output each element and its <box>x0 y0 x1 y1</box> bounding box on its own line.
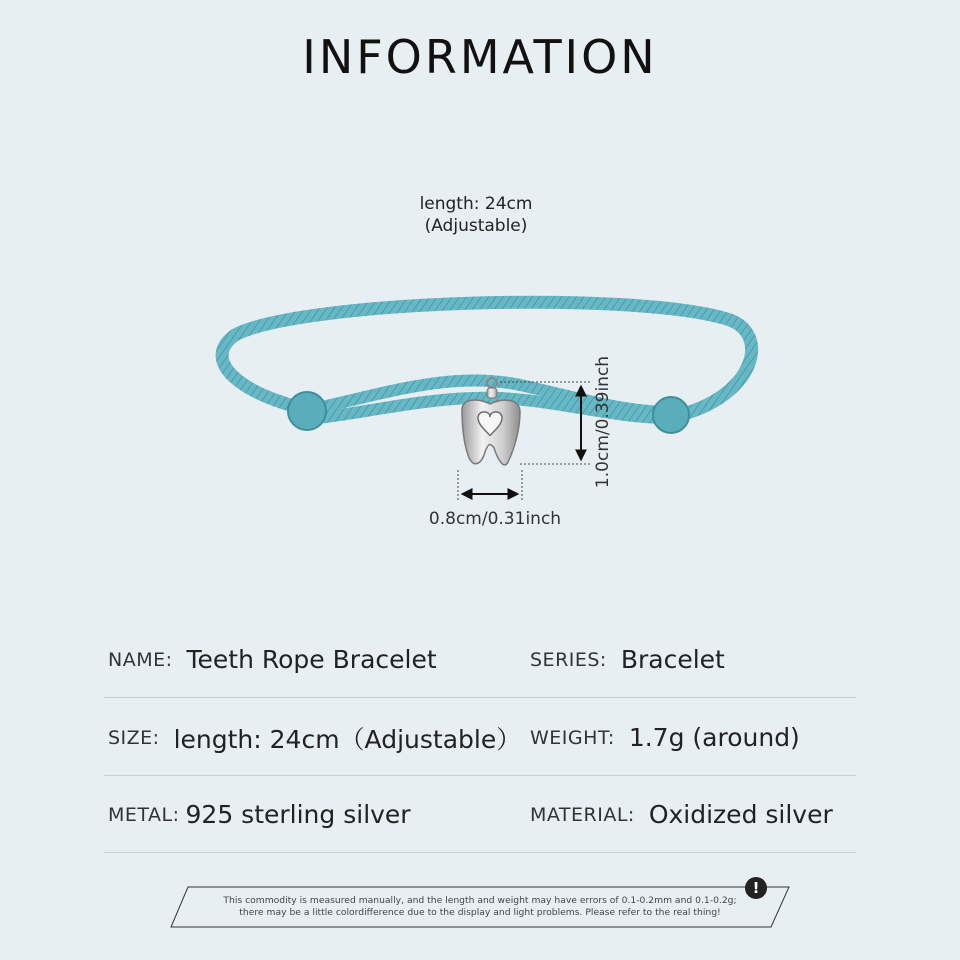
disclaimer-notice <box>170 886 790 928</box>
disclaimer-line1: This commodity is measured manually, and the length and weight may have errors of 0.1-0.2mm and 0.1-0.2g; <box>223 895 737 906</box>
spec-label: NAME: <box>108 648 173 671</box>
disclaimer-text <box>200 895 760 919</box>
spec-label: SERIES: <box>530 648 607 671</box>
spec-value: 925 sterling silver <box>185 800 411 829</box>
spec-name <box>108 622 437 697</box>
slide-knot-left <box>288 392 326 430</box>
spec-material <box>530 777 833 852</box>
spec-size <box>108 700 521 775</box>
spec-row-metal <box>104 777 856 853</box>
height-dimension-label: 1.0cm/0.39inch <box>593 355 613 489</box>
spec-metal <box>108 777 411 852</box>
tooth-charm <box>462 378 520 465</box>
page-title: INFORMATION <box>302 30 658 84</box>
spec-value: Oxidized silver <box>648 800 833 829</box>
spec-label: MATERIAL: <box>530 803 635 826</box>
width-dimension-label: 0.8cm/0.31inch <box>428 509 562 529</box>
spec-row-size <box>104 700 856 776</box>
spec-label: METAL: <box>108 803 180 826</box>
spec-weight <box>530 700 800 775</box>
spec-value: length: 24cm（Adjustable） <box>173 724 522 754</box>
exclamation-icon: ! <box>745 877 767 899</box>
spec-label: WEIGHT: <box>530 726 615 749</box>
spec-row-name <box>104 622 856 698</box>
spec-series <box>530 622 725 697</box>
spec-label: SIZE: <box>108 726 160 749</box>
spec-value: 1.7g (around) <box>628 723 800 752</box>
spec-value: Bracelet <box>620 645 725 674</box>
disclaimer-line2: there may be a little colordifference due to the display and light problems. Please refer to the real thing! <box>239 907 721 918</box>
length-caption-line1: length: 24cm <box>419 194 533 214</box>
slide-knot-right <box>653 397 689 433</box>
length-caption-line2: (Adjustable) <box>424 216 528 236</box>
spec-value: Teeth Rope Bracelet <box>186 645 437 674</box>
